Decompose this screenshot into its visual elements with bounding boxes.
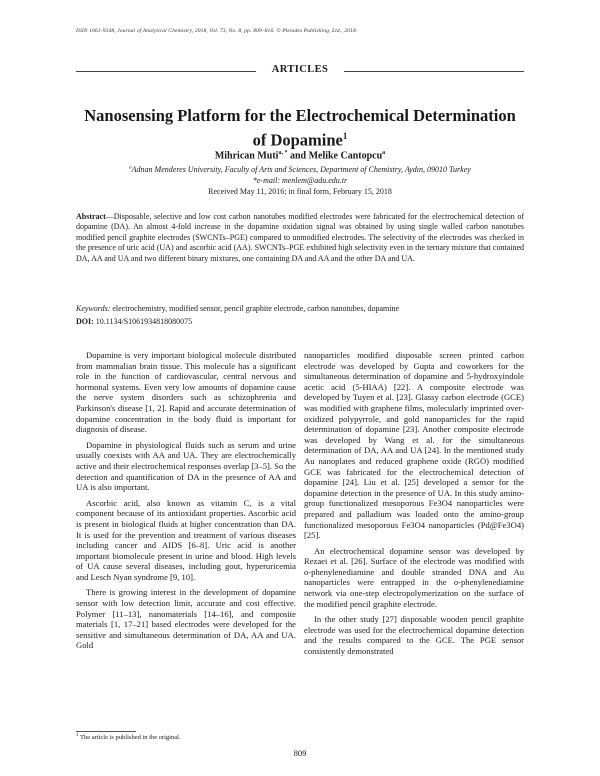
author-conjunction: and (287, 150, 309, 162)
author-list (80, 150, 520, 161)
author-1-marks: a, * (278, 150, 288, 156)
doi (76, 317, 524, 326)
journal-citation: ISSN 1061-9348, Journal of Analytical Chemistry, 2018, Vol. 73, No. 8, pp. 809–816. © Pleiades Publishing, Ltd., 2018. (76, 28, 358, 34)
author-2-marks: a (382, 150, 386, 156)
footnote-mark: 1 (76, 733, 79, 738)
footnote (76, 733, 296, 741)
keywords-text: electrochemistry, modified sensor, pencil graphite electrode, carbon nanotubes, dopamine (110, 304, 399, 313)
paragraph: Dopamine in physiological fluids such as serum and urine usually coexists with AA and UA. They are electrochemically active and their electrochemical responses overlap [3–5]. So the detection and quantification of DA in the presence of AA and UA is also important. (76, 439, 296, 493)
author-2: Melike Cantopcu (308, 150, 383, 162)
affiliation (80, 165, 520, 174)
footnote-rule (76, 731, 136, 732)
paragraph: nanoparticles modified disposable screen printed carbon electrode was developed by Gupta and coworkers for the simultaneous determination of dopamine and 5-hydroxyindole acetic acid (5-HIAA) [22]. A composite electrode was developed by Tuyen et al. [23]. Glassy carbon electrode (GCE) was modified with graphene films, molecularly imprinted over-oxidized polypyrrole, and gold nanoparticles for the rapid determination of dopamine [23]. Another composite electrode was developed by Wang et al. for the simultaneous determination of DA, AA and UA [24]. In the mentioned study Au nanoplates and reduced graphene oxide (RGO) modified GCE was fabricated for the electrochemical detection of dopamine [24]. Liu et al. [25] developed a sensor for the dopamine detection in the presence of UA. In this study amino-group functionalized mesoporous Fe3O4 nanoparticles were prepared and palladium was loaded onto the amino-group functionalized mesoporous Fe3O4 nanoparticles (Pd@Fe3O4) [25]. (304, 350, 524, 541)
abstract-label: Abstract (76, 212, 106, 221)
section-label: ARTICLES (0, 64, 600, 75)
paragraph: Ascorbic acid, also known as vitamin C, is a vital component because of its antioxidant properties. Ascorbic acid is present in biological fluids at higher concentration than DA. It is used for the prevention and treatment of various diseases including cancer and AIDS [6–8]. Uric acid is another important biomolecule present in urine and blood. High levels of UA cause several diseases, including gout, hyperuricemia and Lesch Nyan syndrome [9, 10]. (76, 497, 296, 582)
page-number: 809 (293, 748, 307, 758)
doi-label: DOI: (76, 317, 94, 326)
keywords-label: Keywords: (76, 304, 111, 313)
received-dates: Received May 11, 2016; in final form, February 15, 2018 (208, 187, 392, 196)
paragraph: There is growing interest in the development of dopamine sensor with low detection limit, accurate and cost effective. Polymer [11–13], nanomaterials [14–16], and composite materials [1, 17–21] based electrodes were developed for the sensitive and simultaneous determination of DA, AA and UA. Gold (76, 587, 296, 651)
author-1: Mihrican Muti (214, 150, 279, 162)
abstract-text: —Disposable, selective and low cost carbon nanotubes modified electrodes were fabricated for the electrochemical detection of dopamine (DA). An almost 4-fold increase in the dopamine oxidation signal was obtained by using single walled carbon nanotubes modified pencil graphite electrodes (SWCNTs–PGE) compared to unmodified electrodes. The selectivity of the electrodes was checked in the presence of uric acid (UA) and ascorbic acid (AA). SWCNTs–PGE exhibited high selectivity even in the ternary mixture that contained DA, AA and UA and two different binary mixtures, one containing DA and AA and the other DA and UA. (76, 212, 524, 263)
keywords (76, 304, 524, 314)
body-column-left (76, 350, 296, 656)
title-text: Nanosensing Platform for the Electrochemical Determination of Dopamine (84, 106, 516, 150)
paragraph: An electrochemical dopamine sensor was developed by Rezaei et al. [26]. Surface of the electrode was modified with o-phenylenediamine and double stranded DNA and Au nanoparticles were entrapped in the o-phenylenediamine network via one-step electropolymerization on the surface of the modified pencil graphite electrode. (304, 545, 524, 609)
title-footnote-mark: 1 (342, 131, 348, 141)
body-column-right (304, 350, 524, 662)
affiliation-mark: a (129, 165, 132, 171)
affiliation-text: Adnan Menderes University, Faculty of Arts and Sciences, Department of Chemistry, Aydın, 09010 Turkey (131, 165, 471, 174)
paragraph: In the other study [27] disposable wooden pencil graphite electrode was used for the electrochemical dopamine detection and the results compared to the GCE. The PGE sensor consistently demonstrated (304, 614, 524, 657)
abstract (76, 212, 524, 264)
footnote-text: The article is published in the original. (78, 734, 181, 742)
doi-value: 10.1134/S1061934818080075 (93, 317, 193, 326)
article-title (80, 106, 520, 151)
author-email: *e-mail: menlem@adu.edu.tr (252, 176, 348, 185)
paragraph: Dopamine is very important biological molecule distributed from mammalian brain tissue. This molecule has a significant role in the function of cardiovascular, central nervous and hormonal systems. Even very low amounts of dopamine cause the nerve system disorders such as schizophrenia and Parkinson's disease [1, 2]. Rapid and accurate determination of dopamine concentration in the body fluid is important for diagnosis of disease. (76, 350, 296, 435)
